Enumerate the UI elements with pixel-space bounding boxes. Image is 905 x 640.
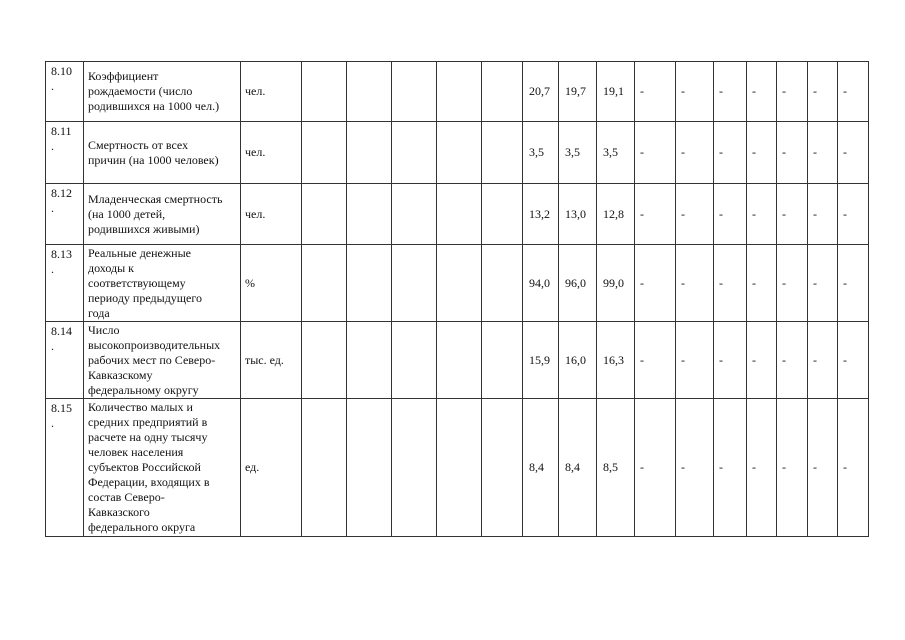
indicator-name-cell xyxy=(84,62,241,122)
row-number-cell xyxy=(46,322,84,399)
row-number: 8.15 xyxy=(51,401,72,415)
indicator-name-line: состав Северо- xyxy=(88,490,165,504)
empty-cell xyxy=(392,399,437,537)
dash-cell: - xyxy=(676,399,714,537)
empty-cell xyxy=(482,245,523,322)
table-row xyxy=(46,122,869,184)
indicator-name-line: субъектов Российской xyxy=(88,460,201,474)
empty-cell xyxy=(347,184,392,245)
empty-cell xyxy=(347,399,392,537)
value-cell: 15,9 xyxy=(523,322,559,399)
dash-cell: - xyxy=(838,122,869,184)
dash-cell: - xyxy=(635,62,676,122)
row-number: 8.14 xyxy=(51,324,72,338)
dash-cell: - xyxy=(676,245,714,322)
dash-cell: - xyxy=(714,122,747,184)
indicator-name-line: (на 1000 детей, xyxy=(88,206,166,221)
value-cell: 94,0 xyxy=(523,245,559,322)
dash-cell: - xyxy=(635,245,676,322)
row-number-cell xyxy=(46,245,84,322)
indicator-name-line: человек населения xyxy=(88,445,184,459)
empty-cell xyxy=(347,245,392,322)
row-number-suffix: . xyxy=(51,139,54,153)
empty-cell xyxy=(302,184,347,245)
dash-cell: - xyxy=(838,245,869,322)
value-cell: 12,8 xyxy=(597,184,635,245)
dash-cell: - xyxy=(777,122,808,184)
value-cell: 19,7 xyxy=(559,62,597,122)
dash-cell: - xyxy=(777,184,808,245)
table-body xyxy=(46,62,869,537)
dash-cell: - xyxy=(777,62,808,122)
value-cell: 8,4 xyxy=(559,399,597,537)
indicator-name-line: соответствующему xyxy=(88,275,186,290)
indicator-name-line: средних предприятий в xyxy=(88,415,208,429)
indicator-name-line: Кавказского xyxy=(88,505,150,519)
indicator-name-line: рабочих мест по Северо- xyxy=(88,352,216,367)
row-number: 8.10 xyxy=(51,64,72,78)
row-number-cell xyxy=(46,184,84,245)
indicator-name-cell xyxy=(84,184,241,245)
indicator-name-line: Число xyxy=(88,322,120,337)
unit-cell: чел. xyxy=(241,62,302,122)
table-row xyxy=(46,245,869,322)
dash-cell: - xyxy=(838,322,869,399)
empty-cell xyxy=(347,322,392,399)
empty-cell xyxy=(302,399,347,537)
dash-cell: - xyxy=(747,322,777,399)
value-cell: 13,2 xyxy=(523,184,559,245)
empty-cell xyxy=(302,122,347,184)
dash-cell: - xyxy=(635,184,676,245)
dash-cell: - xyxy=(676,184,714,245)
value-cell: 3,5 xyxy=(523,122,559,184)
indicator-name-line: доходы к xyxy=(88,260,135,275)
dash-cell: - xyxy=(635,399,676,537)
row-number-cell xyxy=(46,399,84,537)
empty-cell xyxy=(302,245,347,322)
indicator-name-line: Федерации, входящих в xyxy=(88,475,210,489)
dash-cell: - xyxy=(808,322,838,399)
row-number-suffix: . xyxy=(51,339,54,353)
dash-cell: - xyxy=(808,184,838,245)
row-number-suffix: . xyxy=(51,201,54,215)
dash-cell: - xyxy=(635,122,676,184)
empty-cell xyxy=(482,122,523,184)
dash-cell: - xyxy=(777,399,808,537)
empty-cell xyxy=(437,399,482,537)
dash-cell: - xyxy=(808,399,838,537)
dash-cell: - xyxy=(747,62,777,122)
table-row xyxy=(46,322,869,399)
indicator-name-line: высокопроизводительных xyxy=(88,337,221,352)
empty-cell xyxy=(392,184,437,245)
dash-cell: - xyxy=(838,184,869,245)
unit-cell: ед. xyxy=(241,399,302,537)
value-cell: 3,5 xyxy=(597,122,635,184)
table-row xyxy=(46,62,869,122)
value-cell: 3,5 xyxy=(559,122,597,184)
empty-cell xyxy=(437,184,482,245)
dash-cell: - xyxy=(714,399,747,537)
row-number-suffix: . xyxy=(51,79,54,93)
indicator-table xyxy=(45,61,869,537)
empty-cell xyxy=(347,62,392,122)
row-number: 8.12 xyxy=(51,186,72,200)
empty-cell xyxy=(437,122,482,184)
value-cell: 96,0 xyxy=(559,245,597,322)
value-cell: 19,1 xyxy=(597,62,635,122)
empty-cell xyxy=(392,322,437,399)
indicator-name-line: родившихся на 1000 чел.) xyxy=(88,99,220,113)
empty-cell xyxy=(392,62,437,122)
dash-cell: - xyxy=(777,322,808,399)
dash-cell: - xyxy=(714,184,747,245)
value-cell: 99,0 xyxy=(597,245,635,322)
dash-cell: - xyxy=(747,184,777,245)
indicator-name-line: федеральному округу xyxy=(88,382,199,397)
empty-cell xyxy=(482,62,523,122)
value-cell: 13,0 xyxy=(559,184,597,245)
dash-cell: - xyxy=(714,245,747,322)
row-number-cell xyxy=(46,122,84,184)
row-number-suffix: . xyxy=(51,262,54,276)
dash-cell: - xyxy=(714,62,747,122)
value-cell: 8,5 xyxy=(597,399,635,537)
empty-cell xyxy=(437,245,482,322)
dash-cell: - xyxy=(808,62,838,122)
indicator-name-cell xyxy=(84,245,241,322)
empty-cell xyxy=(482,322,523,399)
dash-cell: - xyxy=(777,245,808,322)
dash-cell: - xyxy=(747,122,777,184)
empty-cell xyxy=(302,62,347,122)
empty-cell xyxy=(437,62,482,122)
dash-cell: - xyxy=(635,322,676,399)
indicator-name-line: родившихся живыми) xyxy=(88,221,200,236)
empty-cell xyxy=(482,184,523,245)
indicator-name-line: Коэффициент xyxy=(88,69,159,83)
indicator-name-line: причин (на 1000 человек) xyxy=(88,152,219,167)
unit-cell: чел. xyxy=(241,122,302,184)
indicator-name-line: рождаемости (число xyxy=(88,84,193,98)
empty-cell xyxy=(302,322,347,399)
indicator-name-cell xyxy=(84,399,241,537)
empty-cell xyxy=(347,122,392,184)
indicator-name-line: Младенческая смертность xyxy=(88,191,223,206)
dash-cell: - xyxy=(676,122,714,184)
indicator-name-line: Количество малых и xyxy=(88,400,193,414)
dash-cell: - xyxy=(838,62,869,122)
empty-cell xyxy=(392,122,437,184)
indicator-name-cell xyxy=(84,122,241,184)
indicator-name-line: федерального округа xyxy=(88,520,196,534)
row-number-suffix: . xyxy=(51,416,54,430)
dash-cell: - xyxy=(808,245,838,322)
table-row xyxy=(46,399,869,537)
table-row xyxy=(46,184,869,245)
empty-cell xyxy=(437,322,482,399)
indicator-name-line: Смертность от всех xyxy=(88,137,189,152)
value-cell: 16,0 xyxy=(559,322,597,399)
dash-cell: - xyxy=(676,322,714,399)
unit-cell: тыс. ед. xyxy=(241,322,302,399)
value-cell: 8,4 xyxy=(523,399,559,537)
unit-cell: % xyxy=(241,245,302,322)
dash-cell: - xyxy=(808,122,838,184)
empty-cell xyxy=(392,245,437,322)
indicator-name-line: расчете на одну тысячу xyxy=(88,430,208,444)
indicator-name-line: периоду предыдущего xyxy=(88,290,202,305)
indicator-name-line: Реальные денежные xyxy=(88,245,191,260)
dash-cell: - xyxy=(747,399,777,537)
row-number-cell xyxy=(46,62,84,122)
row-number: 8.13 xyxy=(51,247,72,261)
row-number: 8.11 xyxy=(51,124,72,138)
dash-cell: - xyxy=(676,62,714,122)
indicator-name-line: года xyxy=(88,305,110,320)
empty-cell xyxy=(482,399,523,537)
dash-cell: - xyxy=(714,322,747,399)
dash-cell: - xyxy=(747,245,777,322)
value-cell: 20,7 xyxy=(523,62,559,122)
indicator-name-cell xyxy=(84,322,241,399)
unit-cell: чел. xyxy=(241,184,302,245)
value-cell: 16,3 xyxy=(597,322,635,399)
indicator-name-line: Кавказскому xyxy=(88,367,153,382)
dash-cell: - xyxy=(838,399,869,537)
